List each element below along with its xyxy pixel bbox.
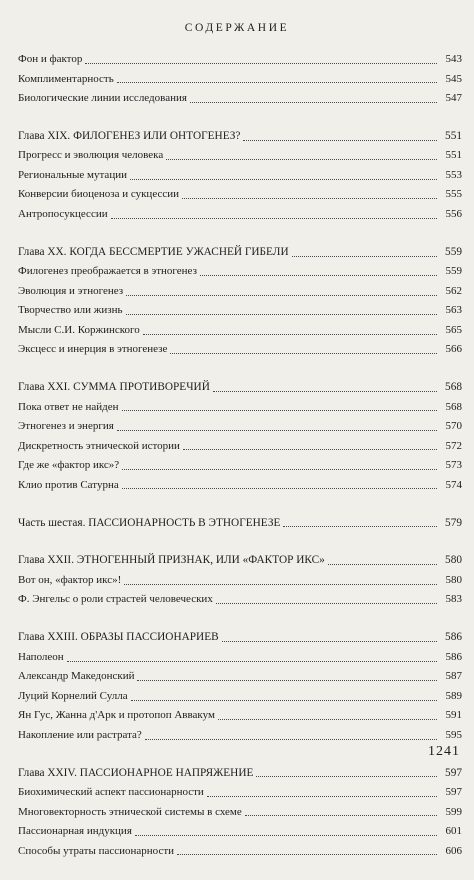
toc-entry-page: 547 xyxy=(445,92,462,104)
toc-entry[interactable] xyxy=(18,70,462,90)
toc-entry-page: 572 xyxy=(445,439,462,452)
toc-entry-title: Накопление или растрата? xyxy=(18,728,142,741)
toc-entry-title: Эксцесс и инерция в этногенезе xyxy=(18,343,168,356)
toc-entry-title: Прогресс и эволюция человека xyxy=(18,149,164,162)
toc-entry-title: Комплиментарность xyxy=(18,72,114,85)
toc-entry-page: 597 xyxy=(445,766,462,779)
toc-entry[interactable] xyxy=(18,648,462,668)
table-of-contents xyxy=(18,50,462,880)
toc-entry-title: Пока ответ не найден xyxy=(18,400,119,413)
toc-entry-title: Глава XXIII. ОБРАЗЫ ПАССИОНАРИЕВ xyxy=(18,631,219,644)
toc-entry-page: 597 xyxy=(445,786,462,799)
toc-entry[interactable] xyxy=(18,726,462,746)
toc-entry-page: 601 xyxy=(445,825,462,838)
toc-group xyxy=(18,127,462,225)
dot-leader xyxy=(67,660,437,662)
dot-leader xyxy=(126,294,437,296)
dot-leader xyxy=(245,814,437,816)
toc-entry-title: Способы утраты пассионарности xyxy=(18,844,175,857)
toc-group xyxy=(18,514,462,534)
toc-entry-title: Глава XXI. СУММА ПРОТИВОРЕЧИЙ xyxy=(18,381,210,394)
toc-entry-title: Этногенез и энергия xyxy=(18,420,114,433)
toc-entry[interactable] xyxy=(18,301,462,321)
dot-leader xyxy=(122,468,437,470)
dot-leader xyxy=(130,178,437,180)
toc-entry[interactable] xyxy=(18,205,462,225)
toc-entry[interactable] xyxy=(18,590,462,610)
toc-entry[interactable] xyxy=(18,398,462,418)
toc-chapter-entry[interactable] xyxy=(18,243,462,263)
dot-leader xyxy=(124,583,437,585)
dot-leader xyxy=(145,738,437,740)
toc-entry[interactable] xyxy=(18,783,462,803)
dot-leader xyxy=(117,81,437,83)
dot-leader xyxy=(200,274,437,276)
toc-entry[interactable] xyxy=(18,476,462,496)
dot-leader xyxy=(292,255,437,257)
toc-group xyxy=(18,628,462,745)
toc-entry[interactable] xyxy=(18,417,462,437)
toc-entry-page: 606 xyxy=(445,844,462,857)
dot-leader xyxy=(117,429,437,431)
toc-entry-page: 587 xyxy=(445,670,462,683)
toc-entry-title: Конверсии биоценоза и сукцессии xyxy=(18,188,180,201)
toc-entry[interactable] xyxy=(18,706,462,726)
dot-leader xyxy=(137,679,437,681)
dot-leader xyxy=(126,313,437,315)
toc-entry-page: 543 xyxy=(445,53,462,65)
toc-group xyxy=(18,50,462,109)
toc-entry-page: 551 xyxy=(445,129,462,142)
toc-entry-title: Творчество или жизнь xyxy=(18,304,123,317)
toc-entry-page: 556 xyxy=(445,207,462,220)
toc-entry-title: Глава XX. КОГДА БЕССМЕРТИЕ УЖАСНЕЙ ГИБЕЛИ xyxy=(18,245,289,258)
dot-leader xyxy=(85,62,437,64)
toc-entry-title: Многовекторность этнической системы в схеме xyxy=(18,805,242,818)
toc-entry-title: Региональные мутации xyxy=(18,168,127,181)
toc-entry[interactable] xyxy=(18,842,462,862)
toc-entry-page: 583 xyxy=(445,593,462,606)
toc-entry-page: 562 xyxy=(445,284,462,297)
toc-entry-page: 586 xyxy=(445,631,462,644)
dot-leader xyxy=(166,158,437,160)
toc-group xyxy=(18,764,462,862)
toc-entry[interactable] xyxy=(18,571,462,591)
dot-leader xyxy=(111,217,437,219)
toc-entry[interactable] xyxy=(18,262,462,282)
toc-entry-title: Наполеон xyxy=(18,650,64,663)
toc-entry-page: 553 xyxy=(445,168,462,181)
dot-leader xyxy=(256,775,437,777)
dot-leader xyxy=(218,718,437,720)
toc-entry-title: Антропосукцессии xyxy=(18,207,108,220)
dot-leader xyxy=(131,699,437,701)
toc-entry-page: 559 xyxy=(445,245,462,258)
toc-entry-page: 574 xyxy=(445,478,462,491)
toc-entry-title: Ян Гус, Жанна д'Арк и протопоп Аввакум xyxy=(18,709,215,722)
toc-entry[interactable] xyxy=(18,50,462,70)
dot-leader xyxy=(182,197,437,199)
toc-entry-page: 579 xyxy=(445,516,462,529)
toc-entry[interactable] xyxy=(18,456,462,476)
dot-leader xyxy=(122,409,437,411)
toc-entry-page: 599 xyxy=(445,805,462,818)
dot-leader xyxy=(328,563,437,565)
toc-entry-title: Пассионарная индукция xyxy=(18,825,132,838)
toc-entry-title: Ф. Энгельс о роли страстей человеческих xyxy=(18,593,213,606)
toc-entry-page: 559 xyxy=(445,265,462,278)
toc-entry[interactable] xyxy=(18,166,462,186)
dot-leader xyxy=(183,448,437,450)
toc-entry[interactable] xyxy=(18,437,462,457)
toc-entry-title: Часть шестая. ПАССИОНАРНОСТЬ В ЭТНОГЕНЕЗЕ xyxy=(18,516,281,529)
toc-entry[interactable] xyxy=(18,803,462,823)
toc-entry[interactable] xyxy=(18,89,462,109)
toc-entry-title: Где же «фактор икс»? xyxy=(18,459,120,472)
toc-entry-page: 545 xyxy=(445,72,462,85)
dot-leader xyxy=(190,101,437,103)
toc-entry-page: 551 xyxy=(445,149,462,162)
toc-entry-title: Биохимический аспект пассионарности xyxy=(18,786,204,799)
toc-chapter-entry[interactable] xyxy=(18,127,462,147)
toc-group xyxy=(18,243,462,360)
toc-group xyxy=(18,378,462,495)
toc-chapter-entry[interactable] xyxy=(18,551,462,571)
toc-chapter-entry[interactable] xyxy=(18,514,462,534)
toc-entry-page: 555 xyxy=(445,188,462,201)
toc-entry-page: 573 xyxy=(445,459,462,472)
dot-leader xyxy=(177,853,437,855)
toc-entry[interactable] xyxy=(18,667,462,687)
toc-group xyxy=(18,551,462,610)
toc-entry-title: Александр Македонский xyxy=(18,670,135,683)
toc-entry-page: 568 xyxy=(445,400,462,413)
page-title: СОДЕРЖАНИЕ xyxy=(184,22,290,34)
toc-entry-title: Глава XXII. ЭТНОГЕННЫЙ ПРИЗНАК, ИЛИ «ФАКТОР ИКС» xyxy=(18,554,325,567)
dot-leader xyxy=(213,390,437,392)
toc-entry-title: Дискретность этнической истории xyxy=(18,439,180,452)
toc-entry-page: 589 xyxy=(445,689,462,702)
toc-entry-page: 570 xyxy=(445,420,462,433)
toc-entry-title: Глава XXIV. ПАССИОНАРНОЕ НАПРЯЖЕНИЕ xyxy=(18,766,254,779)
toc-entry-title: Клио против Сатурна xyxy=(18,478,119,491)
toc-entry-title: Биологические линии исследования xyxy=(18,92,187,104)
toc-entry[interactable] xyxy=(18,282,462,302)
dot-leader xyxy=(243,139,437,141)
toc-entry[interactable] xyxy=(18,340,462,360)
toc-entry[interactable] xyxy=(18,321,462,341)
dot-leader xyxy=(170,352,437,354)
toc-entry-title: Луций Корнелий Сулла xyxy=(18,689,128,702)
toc-entry-page: 566 xyxy=(445,343,462,356)
toc-chapter-entry[interactable] xyxy=(18,628,462,648)
dot-leader xyxy=(216,602,437,604)
toc-entry-title: Фон и фактор xyxy=(18,53,83,65)
page-number: 1241 xyxy=(428,744,460,759)
toc-entry-page: 580 xyxy=(445,554,462,567)
dot-leader xyxy=(207,795,437,797)
toc-entry[interactable] xyxy=(18,185,462,205)
toc-entry-page: 586 xyxy=(445,650,462,663)
toc-chapter-entry[interactable] xyxy=(18,764,462,784)
dot-leader xyxy=(135,834,437,836)
dot-leader xyxy=(283,525,437,527)
toc-entry-title: Вот он, «фактор икс»! xyxy=(18,573,122,586)
dot-leader xyxy=(143,333,437,335)
toc-chapter-entry[interactable] xyxy=(18,378,462,398)
toc-entry-page: 563 xyxy=(445,304,462,317)
toc-entry-page: 595 xyxy=(445,728,462,741)
toc-entry[interactable] xyxy=(18,687,462,707)
toc-entry[interactable] xyxy=(18,822,462,842)
toc-entry-page: 591 xyxy=(445,709,462,722)
toc-entry-page: 565 xyxy=(445,323,462,336)
toc-entry-title: Мысли С.И. Коржинского xyxy=(18,323,140,336)
dot-leader xyxy=(222,640,437,642)
toc-entry-title: Филогенез преображается в этногенез xyxy=(18,265,197,278)
toc-entry-page: 580 xyxy=(445,573,462,586)
toc-entry[interactable] xyxy=(18,146,462,166)
toc-entry-title: Глава XIX. ФИЛОГЕНЕЗ ИЛИ ОНТОГЕНЕЗ? xyxy=(18,129,241,142)
toc-entry-title: Эволюция и этногенез xyxy=(18,284,124,297)
dot-leader xyxy=(122,487,437,489)
toc-entry-page: 568 xyxy=(445,381,462,394)
